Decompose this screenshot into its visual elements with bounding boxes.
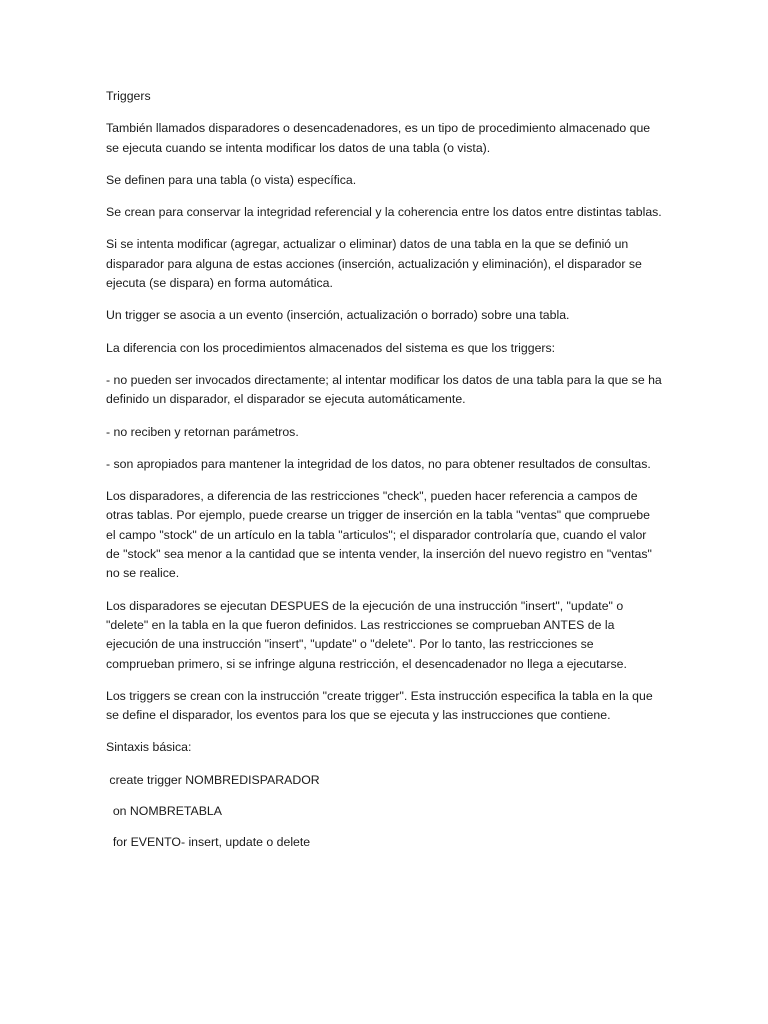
syntax-line-on: on NOMBRETABLA [106, 804, 222, 819]
syntax-line-for: for EVENTO- insert, update o delete [106, 835, 311, 850]
list-item-integrity: - son apropiados para mantener la integridad de los datos, no para obtener resultados de consultas. [106, 456, 651, 471]
list-item-not-invoked: - no pueden ser invocados directamente; al intentar modificar los datos de una tabla para la que se ha definido un disparador, el disparador se ejecuta automáticamente. [106, 372, 662, 407]
paragraph-event: Un trigger se asocia a un evento (inserción, actualización o borrado) sobre una tabla. [106, 308, 570, 323]
paragraph-scope: Se definen para una tabla (o vista) específica. [106, 172, 357, 187]
paragraph-definition: También llamados disparadores o desencadenadores, es un tipo de procedimiento almacenado que se ejecuta cuando se intenta modificar los datos de una tabla (o vista). [106, 121, 651, 155]
paragraph-automatic-execution: Si se intenta modificar (agregar, actualizar o eliminar) datos de una tabla en la que se definió un disparador para alguna de estas acciones (inserción, actualización y eliminación), el disparador se ejecuta (se dispara) en forma automática. [106, 237, 642, 291]
list-item-parameters: - no reciben y retornan parámetros. [106, 424, 299, 439]
paragraph-difference-intro: La diferencia con los procedimientos almacenados del sistema es que los triggers: [106, 340, 556, 355]
syntax-heading: Sintaxis básica: [106, 740, 192, 755]
paragraph-purpose: Se crean para conservar la integridad referencial y la coherencia entre los datos entre distintas tablas. [106, 205, 662, 220]
paragraph-check-difference: Los disparadores, a diferencia de las restricciones "check", pueden hacer referencia a campos de otras tablas. Por ejemplo, puede crearse un trigger de inserción en la tabla "ventas" que compruebe el campo "stock" de un artículo en la tabla "articulos"; el disparador controlaría que, cuando el valor de "stock" sea menor a la cantidad que se intenta vender, la inserción del nuevo registro en "ventas" no se realice. [106, 489, 652, 581]
document-page [106, 87, 662, 865]
paragraph-create-trigger: Los triggers se crean con la instrucción "create trigger". Esta instrucción especifica la tabla en la que se define el disparador, los eventos para los que se ejecuta y las instrucciones que contiene. [106, 688, 653, 723]
paragraph-execution-order: Los disparadores se ejecutan DESPUES de la ejecución de una instrucción "insert", "update" o "delete" en la tabla en la que fueron definidos. Las restricciones se comprueban ANTES de la ejecución de una instrucción "insert", "update" o "delete". Por lo tanto, las restricciones se comprueban primero, si se infringe alguna restricción, el desencadenador no llega a ejecutarse. [106, 598, 627, 671]
syntax-line-create: create trigger NOMBREDISPARADOR [106, 772, 320, 787]
document-title: Triggers [106, 89, 151, 103]
